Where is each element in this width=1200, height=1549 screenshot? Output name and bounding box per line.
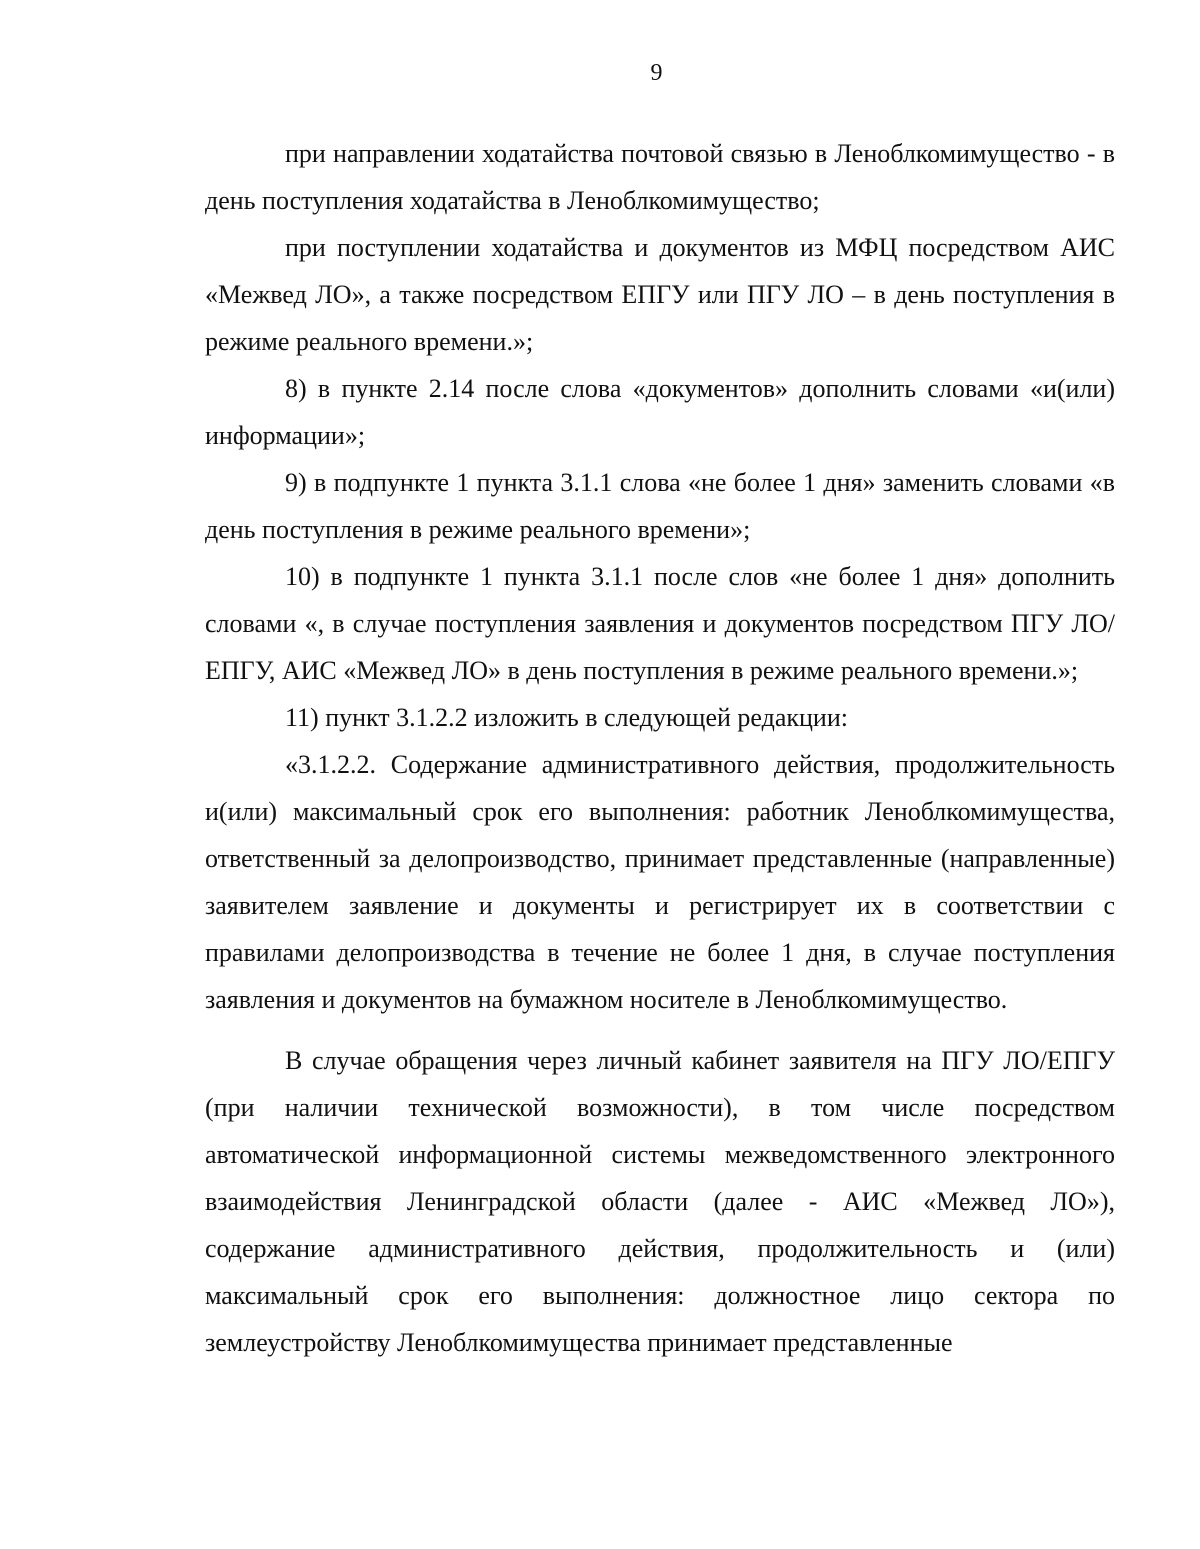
- paragraph-clause-3-1-2-2: «3.1.2.2. Содержание административного действия, продолжительность и(или) максимальный срок его выполнения: работник Леноблкомимущества, ответственный за делопроизводство, принимает представленные (направленные) заявителем заявление и документы и регистрирует их в соответствии с правилами делопроизводства в течение не более 1 дня, в случае поступления заявления и документов на бумажном носителе в Леноблкомимущество.: [205, 750, 1115, 1014]
- paragraph-personal-account: В случае обращения через личный кабинет заявителя на ПГУ ЛО/ЕПГУ (при наличии технической возможности), в том числе посредством автоматической информационной системы межведомственного электронного взаимодействия Ленинградской области (далее - АИС «Межвед ЛО»), содержание административного действия, продолжительность и (или) максимальный срок его выполнения: должностное лицо сектора по землеустройству Леноблкомимущества принимает представленные: [205, 1046, 1115, 1357]
- page-number: 9: [650, 60, 663, 86]
- paragraph-mfc-submission: при поступлении ходатайства и документов из МФЦ посредством АИС «Межвед ЛО», а также посредством ЕПГУ или ПГУ ЛО – в день поступления в режиме реального времени.»;: [205, 233, 1115, 356]
- paragraph-item-10: 10) в подпункте 1 пункта 3.1.1 после слов «не более 1 дня» дополнить словами «, в случае поступления заявления и документов посредством ПГУ ЛО/ ЕПГУ, АИС «Межвед ЛО» в день поступления в режиме реального времени.»;: [205, 562, 1115, 685]
- paragraph-item-11: 11) пункт 3.1.2.2 изложить в следующей редакции:: [285, 703, 848, 732]
- paragraph-item-9: 9) в подпункте 1 пункта 3.1.1 слова «не более 1 дня» заменить словами «в день поступления в режиме реального времени»;: [205, 468, 1115, 544]
- document-body: [205, 130, 1115, 1366]
- paragraph-postal-submission: при направлении ходатайства почтовой связью в Леноблкомимущество - в день поступления ходатайства в Леноблкомимущество;: [205, 139, 1115, 215]
- paragraph-item-8: 8) в пункте 2.14 после слова «документов» дополнить словами «и(или) информации»;: [205, 374, 1115, 450]
